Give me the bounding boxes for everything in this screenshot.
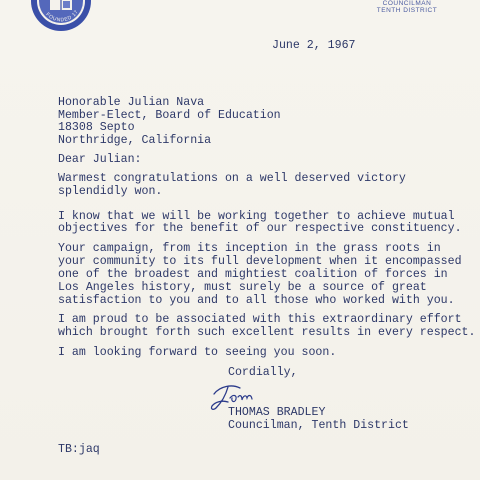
paragraph-line: Your campaign, from its inception in the grass roots in [58,242,441,255]
paragraph-line: Warmest congratulations on a well deserved victory [58,172,406,185]
paragraph-line: I know that we will be working together to achieve mutual [58,210,455,223]
recipient-line-2: Member-Elect, Board of Education [58,109,281,122]
letterhead-title-block [372,0,442,14]
signature-name: THOMAS BRADLEY [228,406,326,419]
letter-date: June 2, 1967 [272,39,356,52]
recipient-line-3: 18308 Septo [58,121,135,134]
seal-text: FOUNDED 17 [44,9,80,24]
paragraph-line: I am proud to be associated with this extraordinary effort [58,313,462,326]
letterhead-title: COUNCILMAN [382,0,432,7]
paragraph-line: I am looking forward to seeing you soon. [58,346,337,359]
paragraph-line: Los Angeles history, must surely be a source of great [58,281,427,294]
paragraph-line: one of the broadest and mightiest coalition of forces in [58,268,448,281]
signature-title: Councilman, Tenth District [228,419,409,432]
city-seal-icon [30,0,92,32]
salutation: Dear Julian: [58,153,142,166]
recipient-line-1: Honorable Julian Nava [58,96,205,109]
paragraph-line: your community to its full development when it encompassed [58,255,462,268]
letterhead-district: TENTH DISTRICT [376,7,438,14]
paragraph-line: satisfaction to you and to all those who worked with you. [58,294,455,307]
recipient-line-4: Northridge, California [58,134,212,147]
closing: Cordially, [228,366,298,379]
paragraph-line: objectives for the benefit of our respective constituency. [58,222,462,235]
paragraph-line: which brought forth such excellent results in every respect. [58,326,476,339]
typist-initials: TB:jaq [58,443,100,456]
paragraph-line: splendidly won. [58,185,163,198]
